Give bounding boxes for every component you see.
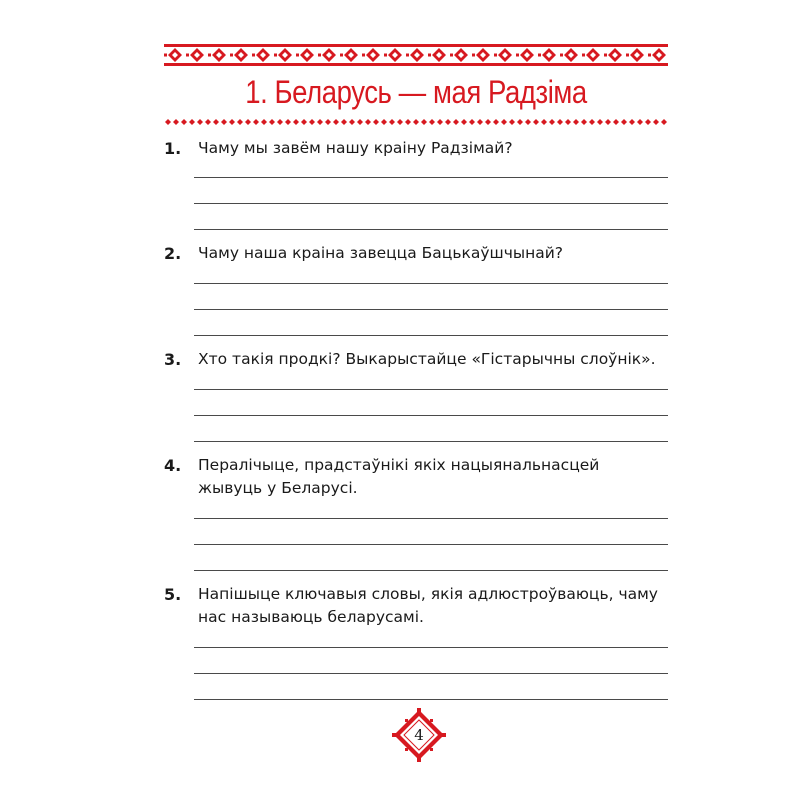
answer-line[interactable]	[194, 673, 668, 674]
page-number: 4	[414, 726, 424, 744]
question-text: Напішыце ключавыя словы, якія адлюстроўваюць, чаму нас называюць беларусамі.	[198, 585, 658, 626]
question-number: 2.	[164, 244, 182, 263]
question-text: Чаму наша краіна завецца Бацькаўшчынай?	[198, 244, 564, 262]
question-number: 1.	[164, 139, 182, 158]
question-text: Хто такія продкі? Выкарыстайце «Гістарычны слоўнік».	[198, 350, 656, 368]
answer-line[interactable]	[194, 415, 668, 416]
question-number: 5.	[164, 585, 182, 604]
answer-line[interactable]	[194, 177, 668, 178]
answer-line[interactable]	[194, 203, 668, 204]
question-number: 4.	[164, 456, 182, 475]
answer-line[interactable]	[194, 389, 668, 390]
question-text: Чаму мы завём нашу краіну Радзімай?	[198, 139, 513, 157]
answer-line[interactable]	[194, 441, 668, 442]
diamond-dot-row	[164, 118, 668, 126]
answer-line[interactable]	[194, 283, 668, 284]
answer-line[interactable]	[194, 309, 668, 310]
answer-line[interactable]	[194, 699, 668, 700]
answer-line[interactable]	[194, 544, 668, 545]
question-number: 3.	[164, 350, 182, 369]
answer-line[interactable]	[194, 570, 668, 571]
answer-line[interactable]	[194, 647, 668, 648]
page-title: 1. Беларусь — мая Радзіма	[245, 74, 587, 110]
answer-line[interactable]	[194, 229, 668, 230]
answer-line[interactable]	[194, 518, 668, 519]
question-text: Пералічыце, прадстаўнікі якіх нацыянальнасцей жывуць у Беларусі.	[198, 456, 600, 497]
folk-ornament-band	[164, 44, 668, 66]
answer-line[interactable]	[194, 335, 668, 336]
